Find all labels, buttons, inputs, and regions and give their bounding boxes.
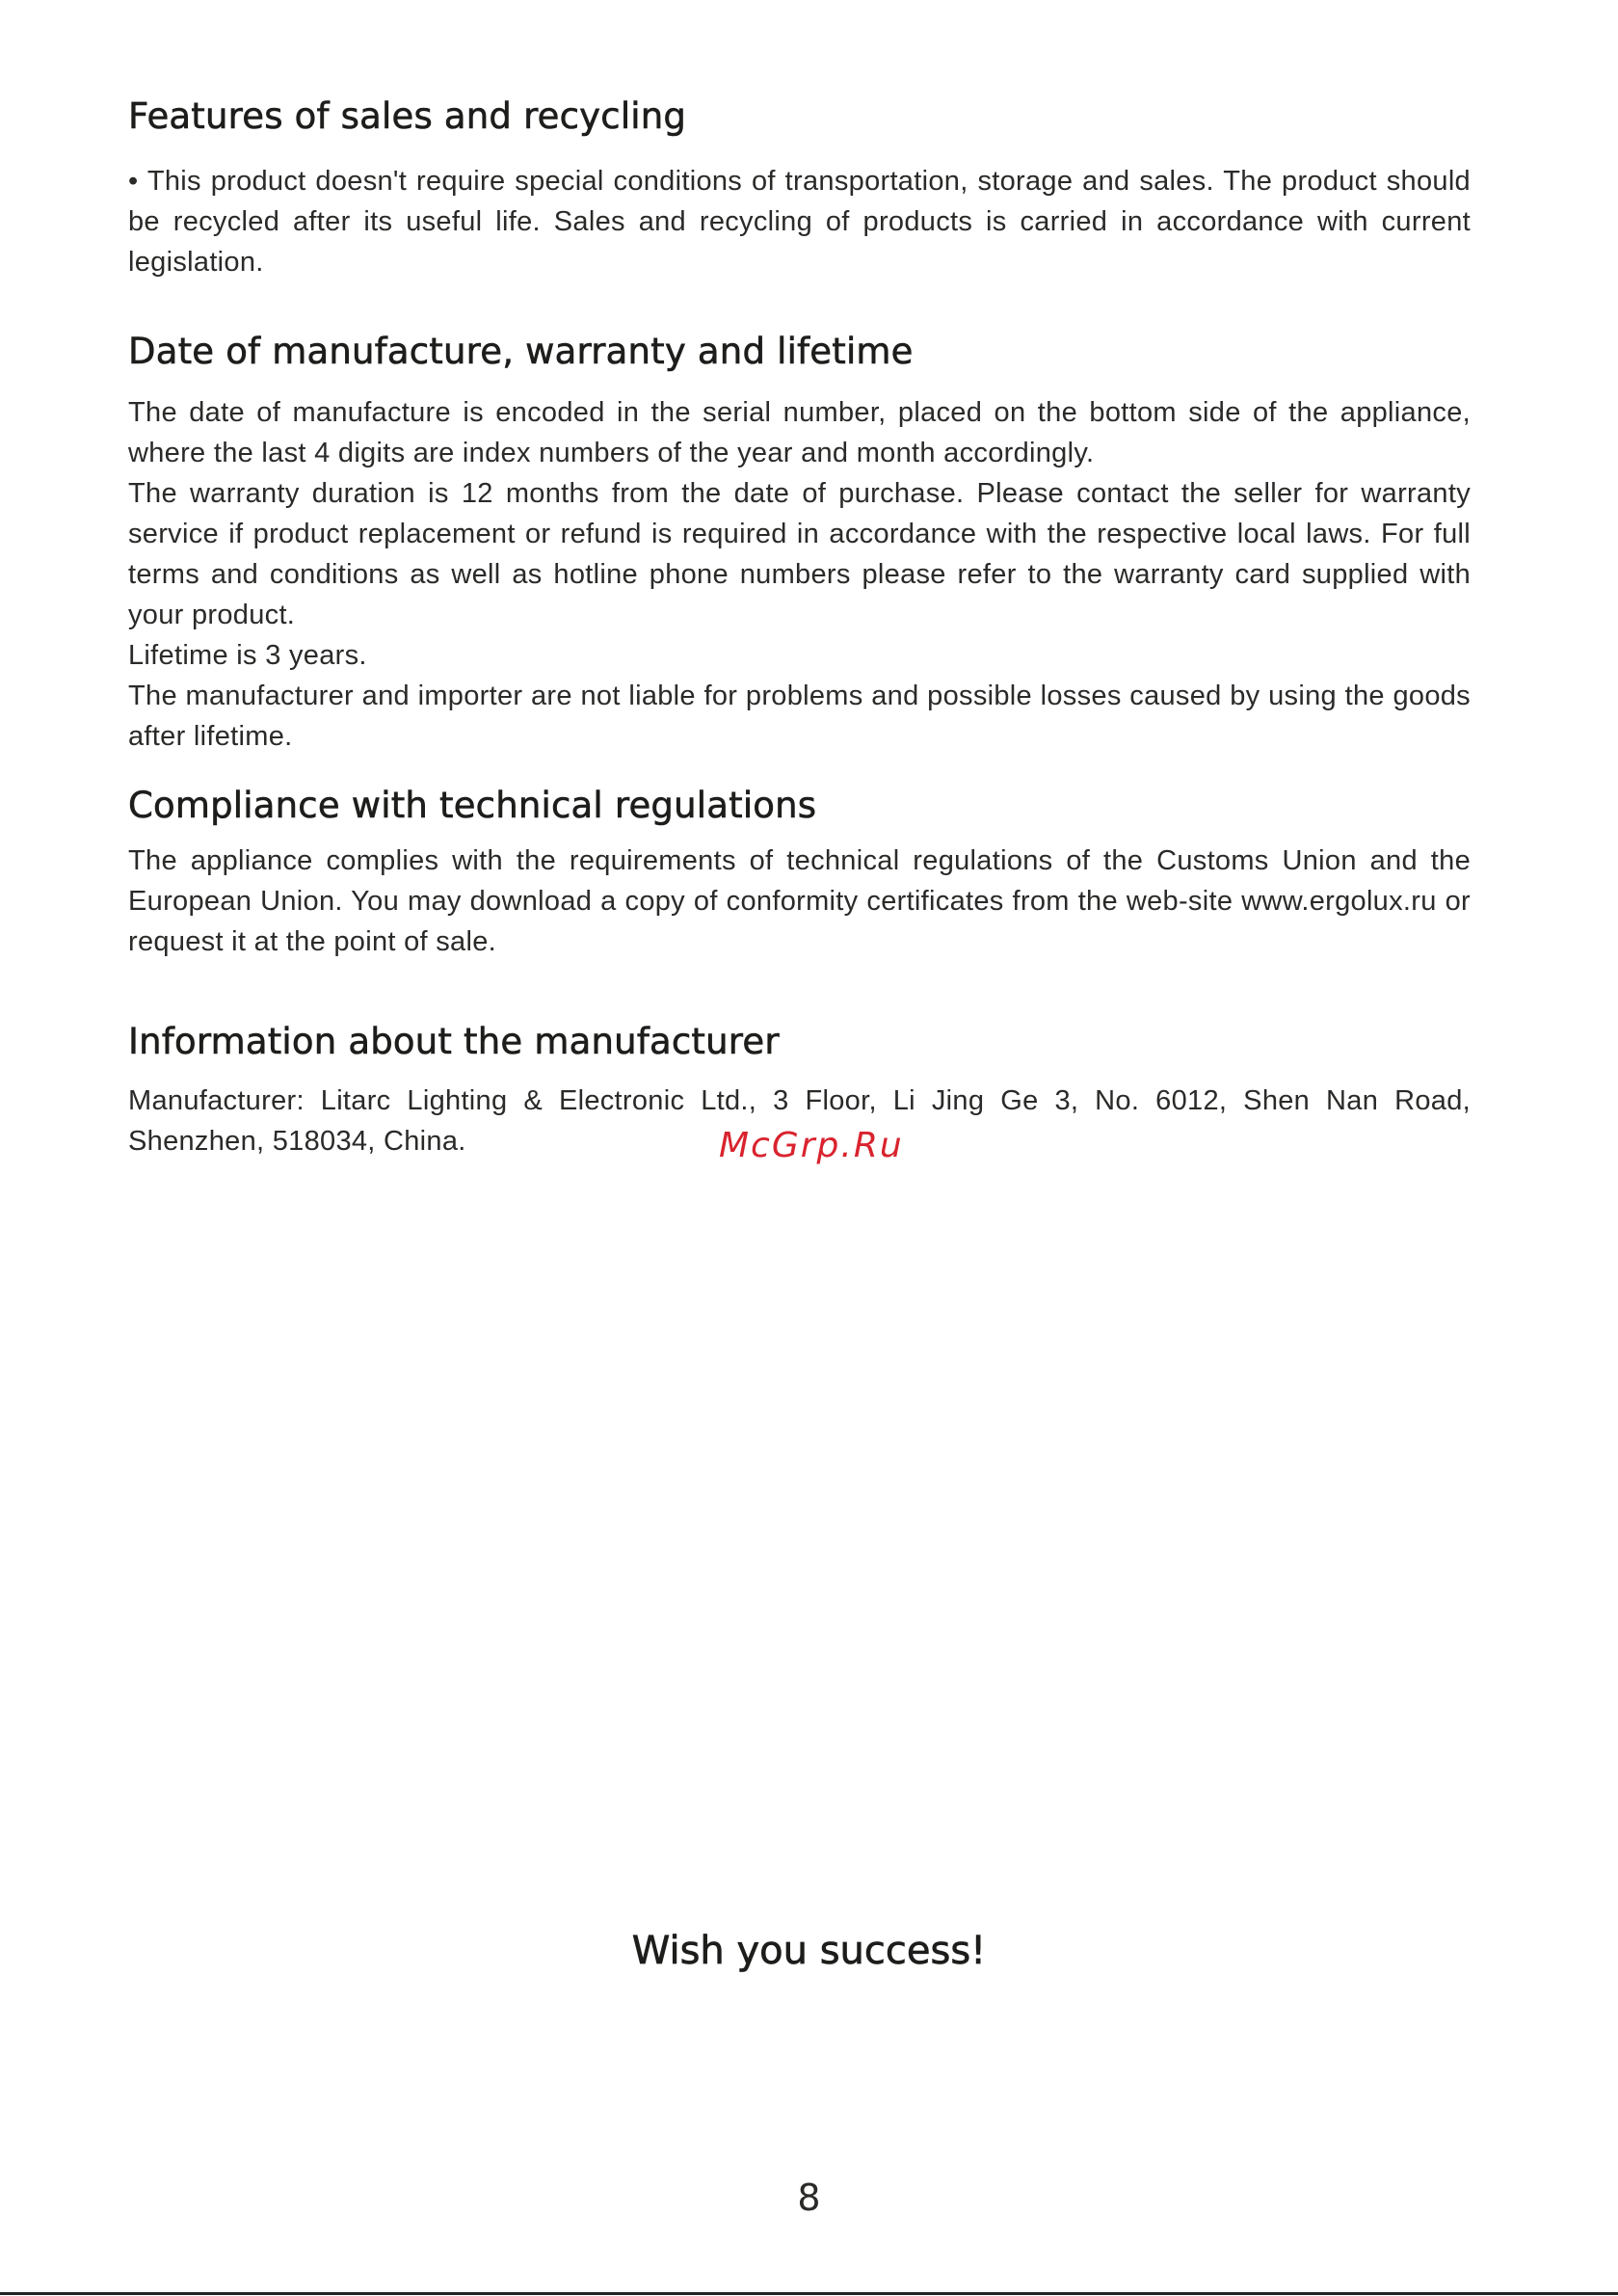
section-heading: Information about the manufacturer <box>128 1021 780 1062</box>
section-body <box>128 392 1471 757</box>
paragraph: The warranty duration is 12 months from the date of purchase. Please contact the seller for warranty service if product replacement or refund is required in accordance with the respective local laws. For full terms and conditions as well as hotline phone numbers please refer to the warranty card supplied with your product. <box>128 478 1471 631</box>
section-sales-recycling <box>128 95 1471 282</box>
section-heading: Features of sales and recycling <box>128 95 687 137</box>
section-heading: Compliance with technical regulations <box>128 785 817 826</box>
section-compliance <box>128 785 1471 962</box>
section-body <box>128 841 1471 962</box>
paragraph: The date of manufacture is encoded in the serial number, placed on the bottom side of the appliance, where the last 4 digits are index numbers of the year and month accordingly. <box>128 397 1471 469</box>
bottom-divider <box>0 2292 1618 2295</box>
watermark-text: McGrp.Ru <box>719 1126 904 1165</box>
closing-message: Wish you success! <box>631 1929 987 1973</box>
paragraph: Lifetime is 3 years. <box>128 640 367 672</box>
paragraph: Manufacturer: Litarc Lighting & Electronic Ltd., 3 Floor, Li Jing Ge 3, No. 6012, Shen Nan Road, Shenzhen, 518034, China. <box>128 1085 1471 1158</box>
page-number: 8 <box>797 2176 821 2219</box>
paragraph: • This product doesn't require special conditions of transportation, storage and sales. The product should be recycled after its useful life. Sales and recycling of products is carried in accordance with current legislation. <box>128 166 1471 279</box>
section-body <box>128 161 1471 282</box>
paragraph: The appliance complies with the requirements of technical regulations of the Customs Union and the European Union. You may download a copy of conformity certificates from the web-site www.ergolux.ru or request it at the point of sale. <box>128 845 1471 958</box>
section-heading: Date of manufacture, warranty and lifetime <box>128 331 914 372</box>
section-manufacture-warranty <box>128 331 1471 757</box>
paragraph: The manufacturer and importer are not liable for problems and possible losses caused by using the goods after lifetime. <box>128 681 1471 753</box>
